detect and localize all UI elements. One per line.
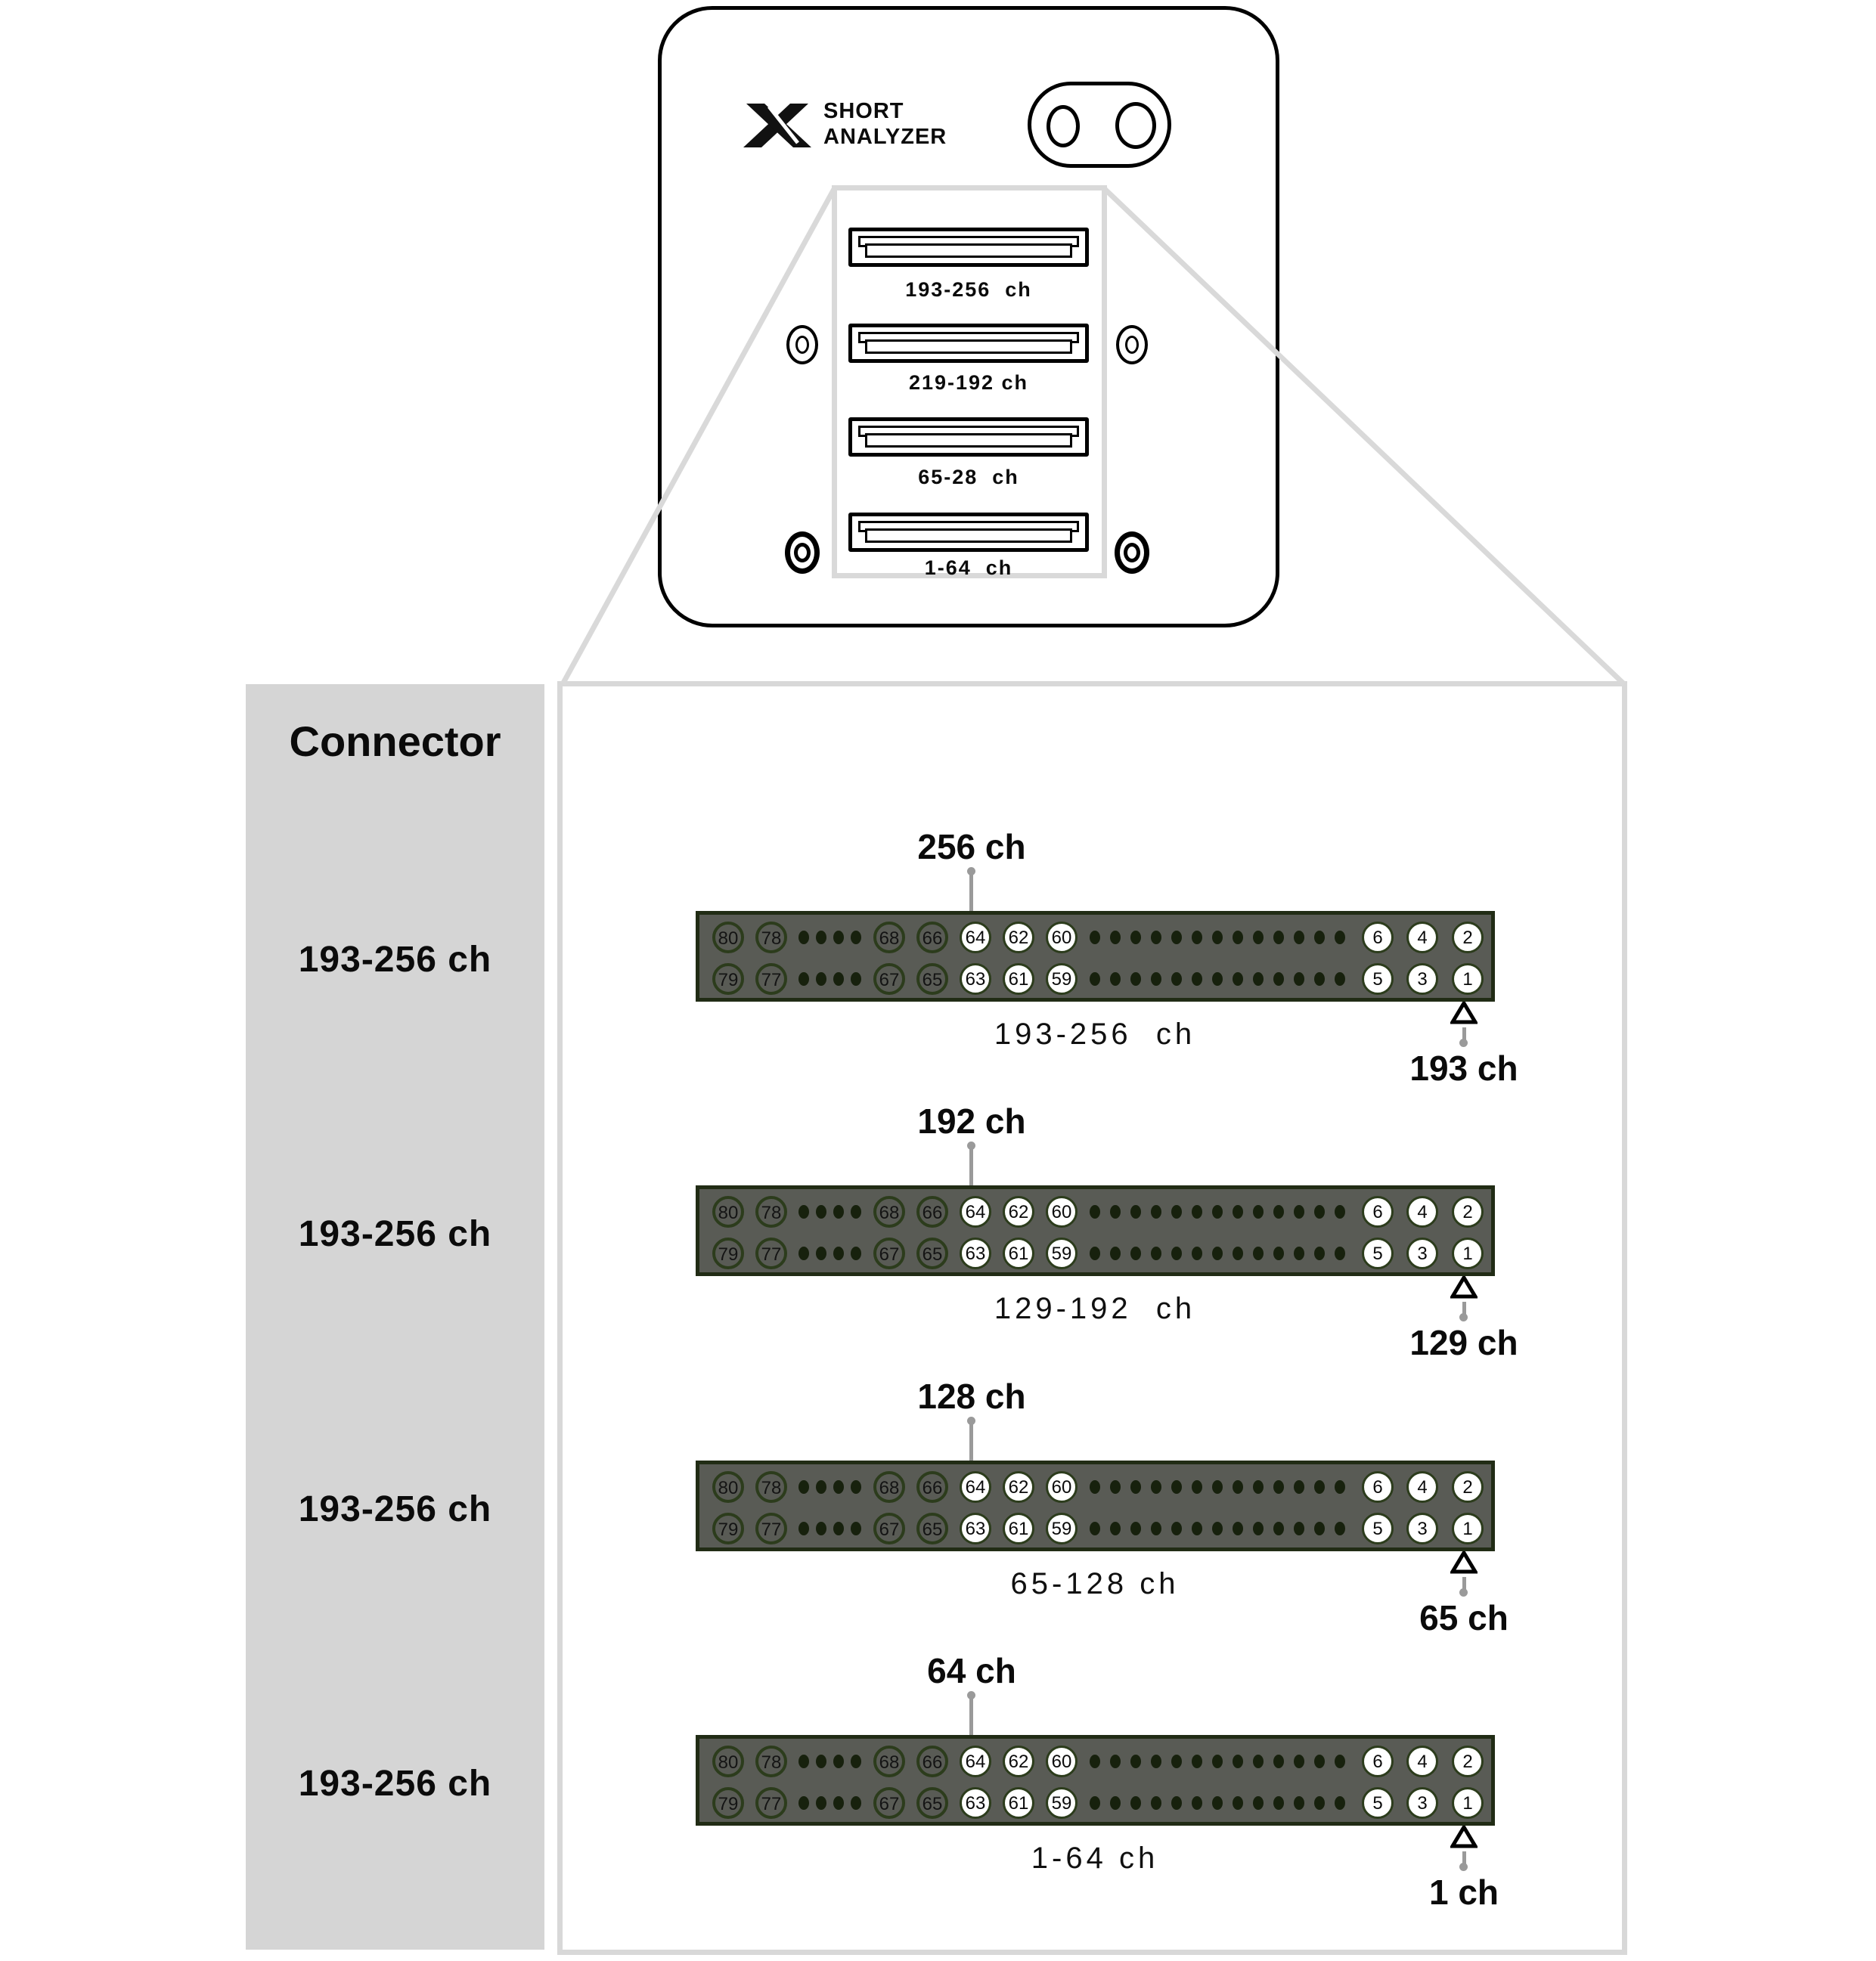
pin-dot xyxy=(1253,1755,1264,1768)
pin-79: 79 xyxy=(712,963,744,995)
pin-dot xyxy=(816,1205,826,1219)
pin-dot xyxy=(1294,1755,1304,1768)
pin-62: 62 xyxy=(1003,1471,1034,1503)
pin-dot xyxy=(1171,1755,1182,1768)
pin-63: 63 xyxy=(960,963,991,995)
pin-dot xyxy=(1233,972,1243,986)
pin-4: 4 xyxy=(1406,1471,1438,1503)
pin1-arrow-icon xyxy=(1450,1002,1478,1024)
device-slot-1 xyxy=(848,228,1089,267)
pin-dot xyxy=(1314,1205,1325,1219)
pin-59: 59 xyxy=(1046,1787,1078,1819)
pin-dot xyxy=(1335,1480,1345,1494)
strip-group-4 xyxy=(696,1651,1499,1912)
pin-78: 78 xyxy=(755,1196,787,1228)
pin-78: 78 xyxy=(755,1471,787,1503)
pin-2: 2 xyxy=(1452,1471,1484,1503)
pin-dot xyxy=(1273,1522,1284,1535)
sidebar-row-4: 193-256 ch xyxy=(298,1764,492,1804)
pin-dot xyxy=(1171,931,1182,944)
pin-64: 64 xyxy=(960,1746,991,1777)
pin-dot xyxy=(1314,1247,1325,1260)
pin-5: 5 xyxy=(1362,963,1394,995)
pin-dot xyxy=(1192,1480,1202,1494)
pin-dot xyxy=(1294,972,1304,986)
pin-dot xyxy=(1171,1247,1182,1260)
device-slot-2-label: 219-192 ch xyxy=(908,371,1029,394)
pin-79: 79 xyxy=(712,1238,744,1269)
sidebar-row-3: 193-256 ch xyxy=(298,1489,492,1529)
device-slot-3 xyxy=(848,417,1089,457)
pin-78: 78 xyxy=(755,922,787,953)
pin-63: 63 xyxy=(960,1513,991,1544)
pin-dot xyxy=(1233,1205,1243,1219)
pin-dot xyxy=(1090,1796,1100,1810)
pin-dot xyxy=(1253,931,1264,944)
pin-6: 6 xyxy=(1362,1471,1394,1503)
pin-dot xyxy=(1090,1247,1100,1260)
sidebar-row-2: 193-256 ch xyxy=(298,1214,492,1254)
pin-dot xyxy=(1130,1522,1141,1535)
pin-61: 61 xyxy=(1003,963,1034,995)
pin-dot xyxy=(1273,1755,1284,1768)
pin-1: 1 xyxy=(1452,1513,1484,1544)
pin-dot xyxy=(1273,1796,1284,1810)
oval-hole-left xyxy=(1047,105,1080,147)
pin1-arrow-icon xyxy=(1450,1551,1478,1574)
pin-dot xyxy=(1110,1796,1121,1810)
pin-65: 65 xyxy=(916,1787,948,1819)
connector-sidebar xyxy=(246,684,544,1950)
pin-dot xyxy=(1335,972,1345,986)
pin-dot xyxy=(1294,1522,1304,1535)
pin-68: 68 xyxy=(873,1746,905,1777)
pin-dot xyxy=(1151,1755,1161,1768)
pin-5: 5 xyxy=(1362,1513,1394,1544)
pin-dot xyxy=(851,1522,861,1535)
pin-dot xyxy=(1253,1480,1264,1494)
pin-1: 1 xyxy=(1452,1238,1484,1269)
pin-dot xyxy=(1110,1755,1121,1768)
pin-dot xyxy=(1273,1247,1284,1260)
pin-dot xyxy=(1212,1480,1223,1494)
pin-dot xyxy=(1253,1522,1264,1535)
pin-dot xyxy=(1151,972,1161,986)
strip-1-pin64-label: 256 ch xyxy=(917,827,1026,866)
pin1-arrow-icon xyxy=(1450,1826,1478,1848)
strip-4-pin64-label: 64 ch xyxy=(927,1651,1016,1690)
pin-dot xyxy=(1212,1796,1223,1810)
pin-dot xyxy=(1151,1796,1161,1810)
device-slot-4-label: 1-64 ch xyxy=(924,556,1013,579)
pin1-arrow-icon xyxy=(1450,1276,1478,1299)
pin-77: 77 xyxy=(755,1787,787,1819)
pin-6: 6 xyxy=(1362,1746,1394,1777)
pin-dot xyxy=(1171,1480,1182,1494)
pin-dot xyxy=(833,1522,844,1535)
pin-dot xyxy=(833,1205,844,1219)
pin-dot xyxy=(1192,972,1202,986)
pin-59: 59 xyxy=(1046,1238,1078,1269)
strip-2-range-label: 129-192 ch xyxy=(994,1292,1196,1325)
pin-64: 64 xyxy=(960,922,991,953)
pin-dot xyxy=(851,1247,861,1260)
pin-dot xyxy=(1192,1522,1202,1535)
leader-dot xyxy=(1459,1863,1468,1871)
pin-dot xyxy=(1130,1796,1141,1810)
pin-dot xyxy=(1110,1522,1121,1535)
pin-dot xyxy=(1253,1247,1264,1260)
strip-group-2 xyxy=(696,1101,1518,1362)
pin-dot xyxy=(1314,1796,1325,1810)
pin-63: 63 xyxy=(960,1238,991,1269)
pin-1: 1 xyxy=(1452,1787,1484,1819)
pin-dot xyxy=(851,931,861,944)
pin-dot xyxy=(1130,1247,1141,1260)
pin-dot xyxy=(1233,1796,1243,1810)
pin-67: 67 xyxy=(873,1787,905,1819)
pin-dot xyxy=(1294,1480,1304,1494)
pin-60: 60 xyxy=(1046,1471,1078,1503)
pin-dot xyxy=(1151,1247,1161,1260)
pin-dot xyxy=(816,1522,826,1535)
strip-3-pin1-label: 65 ch xyxy=(1419,1598,1509,1637)
pin-dot xyxy=(1273,1480,1284,1494)
connector-strip-3 xyxy=(696,1461,1495,1551)
sidebar-row-1: 193-256 ch xyxy=(298,940,492,980)
pin-3: 3 xyxy=(1406,963,1438,995)
strip-2-pin1-label: 129 ch xyxy=(1409,1323,1518,1362)
strip-3-pin64-label: 128 ch xyxy=(917,1377,1026,1416)
pin-dot xyxy=(1171,1796,1182,1810)
pin-6: 6 xyxy=(1362,1196,1394,1228)
pin-dot xyxy=(798,1796,809,1810)
pin-dot xyxy=(833,1796,844,1810)
pin-dot xyxy=(1171,1205,1182,1219)
leader-dot xyxy=(1459,1313,1468,1321)
pin-65: 65 xyxy=(916,1238,948,1269)
pin-dot xyxy=(833,1480,844,1494)
pin-60: 60 xyxy=(1046,922,1078,953)
pin-3: 3 xyxy=(1406,1787,1438,1819)
pin-dot xyxy=(1273,972,1284,986)
pin-79: 79 xyxy=(712,1787,744,1819)
brand-line2: ANALYZER xyxy=(823,125,947,149)
pin-dot xyxy=(1273,931,1284,944)
leader-dot xyxy=(1459,1588,1468,1597)
pin-dot xyxy=(1233,1247,1243,1260)
pin-dot xyxy=(1335,1522,1345,1535)
pin-77: 77 xyxy=(755,1513,787,1544)
pin-dot xyxy=(1314,972,1325,986)
pin-dot xyxy=(1192,1755,1202,1768)
pin-dot xyxy=(1253,1205,1264,1219)
strip-2-pin64-label: 192 ch xyxy=(917,1101,1026,1141)
strip-1-pin1-label: 193 ch xyxy=(1409,1049,1518,1088)
pin-dot xyxy=(1294,1205,1304,1219)
strip-3-range-label: 65-128 ch xyxy=(1010,1567,1180,1600)
pin-59: 59 xyxy=(1046,963,1078,995)
pin-dot xyxy=(833,931,844,944)
pin-dot xyxy=(851,972,861,986)
pin-dot xyxy=(1212,931,1223,944)
pin-dot xyxy=(1130,931,1141,944)
pin-dot xyxy=(1192,1247,1202,1260)
pin-dot xyxy=(1151,1522,1161,1535)
pin-dot xyxy=(1314,931,1325,944)
pin-dot xyxy=(851,1480,861,1494)
pin-67: 67 xyxy=(873,1238,905,1269)
pin-dot xyxy=(1335,1247,1345,1260)
pin-66: 66 xyxy=(916,1746,948,1777)
pin-62: 62 xyxy=(1003,1196,1034,1228)
pin-dot xyxy=(816,931,826,944)
pin-dot xyxy=(816,1247,826,1260)
pin-1: 1 xyxy=(1452,963,1484,995)
brand-text xyxy=(823,98,947,150)
pin-4: 4 xyxy=(1406,922,1438,953)
pin-dot xyxy=(1294,931,1304,944)
pin-61: 61 xyxy=(1003,1787,1034,1819)
pin-dot xyxy=(1090,1522,1100,1535)
pin-dot xyxy=(1090,1755,1100,1768)
pin-dot xyxy=(1192,1796,1202,1810)
pin-68: 68 xyxy=(873,922,905,953)
pin-4: 4 xyxy=(1406,1196,1438,1228)
pin-dot xyxy=(1314,1480,1325,1494)
pin-68: 68 xyxy=(873,1471,905,1503)
strip-1-range-label: 193-256 ch xyxy=(994,1018,1196,1051)
strip-4-range-label: 1-64 ch xyxy=(1031,1842,1159,1875)
pin-dot xyxy=(833,1755,844,1768)
pin-dot xyxy=(798,1522,809,1535)
pin-78: 78 xyxy=(755,1746,787,1777)
pin-dot xyxy=(1233,931,1243,944)
pin-dot xyxy=(1212,972,1223,986)
pin-2: 2 xyxy=(1452,922,1484,953)
pin-dot xyxy=(1090,972,1100,986)
pin-60: 60 xyxy=(1046,1196,1078,1228)
pin-61: 61 xyxy=(1003,1238,1034,1269)
pin-77: 77 xyxy=(755,963,787,995)
pin-3: 3 xyxy=(1406,1513,1438,1544)
pin-dot xyxy=(851,1205,861,1219)
connector-strip-4 xyxy=(696,1735,1495,1826)
pin-dot xyxy=(1253,1796,1264,1810)
pin-dot xyxy=(1233,1755,1243,1768)
pin-dot xyxy=(798,1755,809,1768)
pin-67: 67 xyxy=(873,963,905,995)
pin-64: 64 xyxy=(960,1196,991,1228)
pin-dot xyxy=(1192,1205,1202,1219)
pin-dot xyxy=(1151,1480,1161,1494)
pin-dot xyxy=(1090,1205,1100,1219)
pin-dot xyxy=(798,1205,809,1219)
pin-62: 62 xyxy=(1003,922,1034,953)
pin-dot xyxy=(1130,972,1141,986)
pin-dot xyxy=(816,1796,826,1810)
pin-dot xyxy=(1212,1522,1223,1535)
pin-dot xyxy=(1314,1755,1325,1768)
oval-hole-right xyxy=(1115,102,1156,149)
pin-4: 4 xyxy=(1406,1746,1438,1777)
pin-dot xyxy=(1335,1205,1345,1219)
strip-4-pin1-label: 1 ch xyxy=(1428,1873,1499,1912)
pin-67: 67 xyxy=(873,1513,905,1544)
device-slot-4 xyxy=(848,513,1089,552)
pin-dot xyxy=(1110,1247,1121,1260)
pin-dot xyxy=(851,1796,861,1810)
device-slot-1-label: 193-256 ch xyxy=(905,278,1032,301)
pin-59: 59 xyxy=(1046,1513,1078,1544)
pin-dot xyxy=(1233,1522,1243,1535)
pin-dot xyxy=(1294,1796,1304,1810)
pin-dot xyxy=(798,972,809,986)
pin-dot xyxy=(1110,1480,1121,1494)
pin-dot xyxy=(1212,1247,1223,1260)
brand-line1: SHORT xyxy=(823,99,904,123)
pin-64: 64 xyxy=(960,1471,991,1503)
pin-80: 80 xyxy=(712,1471,744,1503)
pin-dot xyxy=(1130,1480,1141,1494)
x-logo-icon xyxy=(740,104,814,147)
pin-dot xyxy=(833,972,844,986)
pin-65: 65 xyxy=(916,963,948,995)
sidebar-header: Connector xyxy=(289,717,501,765)
pin-5: 5 xyxy=(1362,1787,1394,1819)
leader-dot xyxy=(1459,1039,1468,1047)
pin-dot xyxy=(1212,1755,1223,1768)
pin-61: 61 xyxy=(1003,1513,1034,1544)
pin-65: 65 xyxy=(916,1513,948,1544)
pin-dot xyxy=(1294,1247,1304,1260)
pin-dot xyxy=(1335,1755,1345,1768)
pin-dot xyxy=(1110,972,1121,986)
pin-77: 77 xyxy=(755,1238,787,1269)
pin-dot xyxy=(1090,931,1100,944)
pin-dot xyxy=(1151,931,1161,944)
pin-66: 66 xyxy=(916,922,948,953)
device-slot-2 xyxy=(848,324,1089,363)
connector-strip-2 xyxy=(696,1185,1495,1276)
pin-dot xyxy=(1110,931,1121,944)
pin-dot xyxy=(1233,1480,1243,1494)
pin-dot xyxy=(833,1247,844,1260)
pin-3: 3 xyxy=(1406,1238,1438,1269)
pin-dot xyxy=(1090,1480,1100,1494)
pin-80: 80 xyxy=(712,1746,744,1777)
pin-dot xyxy=(1335,1796,1345,1810)
pin-dot xyxy=(851,1755,861,1768)
pin-dot xyxy=(816,1755,826,1768)
pin-dot xyxy=(1253,972,1264,986)
pin-63: 63 xyxy=(960,1787,991,1819)
pin-dot xyxy=(1212,1205,1223,1219)
pin-dot xyxy=(798,1480,809,1494)
pin-dot xyxy=(1273,1205,1284,1219)
strip-group-3 xyxy=(696,1377,1509,1637)
pin-dot xyxy=(1130,1755,1141,1768)
pin-6: 6 xyxy=(1362,922,1394,953)
pin-dot xyxy=(1130,1205,1141,1219)
pin-dot xyxy=(1171,972,1182,986)
pin-dot xyxy=(1192,931,1202,944)
pin-80: 80 xyxy=(712,1196,744,1228)
pin-5: 5 xyxy=(1362,1238,1394,1269)
pin-dot xyxy=(1314,1522,1325,1535)
device-slot-3-label: 65-28 ch xyxy=(918,466,1019,488)
pin-80: 80 xyxy=(712,922,744,953)
pin-79: 79 xyxy=(712,1513,744,1544)
pin-2: 2 xyxy=(1452,1746,1484,1777)
pin-dot xyxy=(1110,1205,1121,1219)
pin-62: 62 xyxy=(1003,1746,1034,1777)
pin-dot xyxy=(798,1247,809,1260)
connector-strip-1 xyxy=(696,911,1495,1002)
pin-dot xyxy=(1335,931,1345,944)
pin-dot xyxy=(798,931,809,944)
pin-dot xyxy=(1171,1522,1182,1535)
pin-dot xyxy=(816,1480,826,1494)
pin-dot xyxy=(1151,1205,1161,1219)
pin-66: 66 xyxy=(916,1196,948,1228)
strip-group-1 xyxy=(696,827,1518,1088)
pin-2: 2 xyxy=(1452,1196,1484,1228)
pin-68: 68 xyxy=(873,1196,905,1228)
pin-dot xyxy=(816,972,826,986)
pin-60: 60 xyxy=(1046,1746,1078,1777)
pin-66: 66 xyxy=(916,1471,948,1503)
